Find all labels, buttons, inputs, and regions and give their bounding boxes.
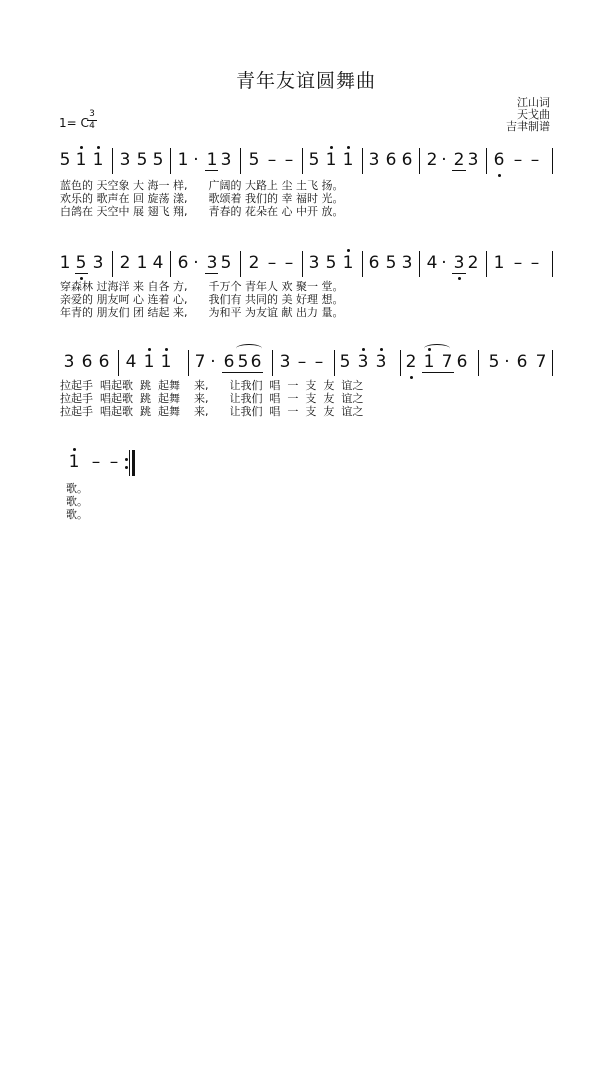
barline bbox=[419, 251, 420, 277]
time-signature-top: 3 bbox=[89, 109, 95, 119]
lyric-line-4-2: 歌。 bbox=[66, 495, 88, 508]
notation-credit: 吉聿制谱 bbox=[506, 120, 550, 133]
note: 6 bbox=[98, 352, 110, 372]
note: 6 bbox=[223, 352, 235, 372]
note: 6 bbox=[177, 253, 189, 273]
note: · bbox=[193, 150, 199, 170]
barline bbox=[170, 251, 171, 277]
key-signature: 1= C bbox=[59, 116, 89, 130]
note: – bbox=[314, 352, 324, 372]
lyricist-credit: 江山词 bbox=[517, 96, 550, 109]
octave-dot-high bbox=[73, 448, 76, 451]
note: 5 bbox=[339, 352, 351, 372]
lyric-line-2-1: 穿森林 过海洋 来 自各 方, 千万个 青年人 欢 聚一 堂。 bbox=[60, 280, 344, 293]
note: 4 bbox=[125, 352, 137, 372]
octave-dot-high bbox=[362, 348, 365, 351]
note: 5 bbox=[237, 352, 249, 372]
note: 2 bbox=[453, 150, 465, 170]
note: 1 bbox=[136, 253, 148, 273]
note: 6 bbox=[81, 352, 93, 372]
note: 6 bbox=[493, 150, 505, 170]
note: 1 bbox=[160, 352, 172, 372]
note: 1 bbox=[325, 150, 337, 170]
note: 3 bbox=[92, 253, 104, 273]
note: 1 bbox=[68, 452, 80, 472]
note: 5 bbox=[59, 150, 71, 170]
note: 1 bbox=[177, 150, 189, 170]
barline bbox=[118, 350, 119, 376]
note: 3 bbox=[357, 352, 369, 372]
octave-dot-high bbox=[97, 146, 100, 149]
note: 3 bbox=[453, 253, 465, 273]
note: · bbox=[210, 352, 216, 372]
barline bbox=[552, 148, 553, 174]
note: – bbox=[284, 253, 294, 273]
note: 3 bbox=[279, 352, 291, 372]
barline bbox=[552, 350, 553, 376]
octave-dot-high bbox=[347, 146, 350, 149]
lyric-line-1-1: 蓝色的 天空象 大 海一 样, 广阔的 大路上 尘 土飞 扬。 bbox=[60, 179, 344, 192]
note: 1 bbox=[75, 150, 87, 170]
note: 3 bbox=[206, 253, 218, 273]
note: – bbox=[267, 253, 277, 273]
note: · bbox=[504, 352, 510, 372]
barline bbox=[486, 148, 487, 174]
barline bbox=[302, 251, 303, 277]
underline bbox=[205, 170, 218, 171]
note: 7 bbox=[441, 352, 453, 372]
note: 5 bbox=[488, 352, 500, 372]
lyric-line-3-2: 拉起手 唱起歌 跳 起舞 来, 让我们 唱 一 支 友 谊之 bbox=[60, 392, 364, 405]
underline bbox=[222, 372, 263, 373]
lyric-line-1-3: 白鸽在 天空中 展 翅飞 翔, 青春的 花朵在 心 中开 放。 bbox=[60, 205, 344, 218]
octave-dot-high bbox=[165, 348, 168, 351]
note: 5 bbox=[325, 253, 337, 273]
lyric-line-3-3: 拉起手 唱起歌 跳 起舞 来, 让我们 唱 一 支 友 谊之 bbox=[60, 405, 364, 418]
note: 2 bbox=[467, 253, 479, 273]
note: 7 bbox=[535, 352, 547, 372]
barline bbox=[112, 251, 113, 277]
underline bbox=[75, 273, 88, 274]
lyric-line-3-1: 拉起手 唱起歌 跳 起舞 来, 让我们 唱 一 支 友 谊之 bbox=[60, 379, 364, 392]
time-signature-bottom: 4 bbox=[89, 121, 95, 131]
lyric-line-2-2: 亲爱的 朋友呵 心 连着 心, 我们有 共同的 美 好理 想。 bbox=[60, 293, 344, 306]
repeat-dot bbox=[125, 466, 128, 469]
note: 6 bbox=[516, 352, 528, 372]
note: · bbox=[193, 253, 199, 273]
lyric-line-2-3: 年青的 朋友们 团 结起 来, 为和平 为友谊 献 出力 量。 bbox=[60, 306, 344, 319]
note: – bbox=[91, 452, 101, 472]
note: 3 bbox=[467, 150, 479, 170]
note: 6 bbox=[250, 352, 262, 372]
lyric-line-4-3: 歌。 bbox=[66, 508, 88, 521]
final-barline-thick bbox=[132, 450, 135, 476]
barline bbox=[419, 148, 420, 174]
barline bbox=[362, 148, 363, 174]
octave-dot-high bbox=[330, 146, 333, 149]
barline bbox=[240, 251, 241, 277]
note: 1 bbox=[342, 253, 354, 273]
note: 6 bbox=[456, 352, 468, 372]
note: 1 bbox=[143, 352, 155, 372]
note: – bbox=[530, 150, 540, 170]
note: 5 bbox=[385, 253, 397, 273]
note: – bbox=[297, 352, 307, 372]
tie-arc bbox=[236, 344, 262, 353]
barline bbox=[188, 350, 189, 376]
note: 6 bbox=[401, 150, 413, 170]
octave-dot-low bbox=[498, 174, 501, 177]
note: 1 bbox=[423, 352, 435, 372]
barline bbox=[362, 251, 363, 277]
note: 5 bbox=[152, 150, 164, 170]
note: 7 bbox=[194, 352, 206, 372]
lyric-line-1-2: 欢乐的 歌声在 回 旋荡 漾, 歌颂着 我们的 幸 福时 光。 bbox=[60, 192, 344, 205]
underline bbox=[205, 273, 218, 274]
barline bbox=[478, 350, 479, 376]
octave-dot-low bbox=[410, 376, 413, 379]
barline bbox=[334, 350, 335, 376]
lyric-line-4-1: 歌。 bbox=[66, 482, 88, 495]
note: – bbox=[109, 452, 119, 472]
note: 3 bbox=[308, 253, 320, 273]
note: – bbox=[513, 150, 523, 170]
note: 3 bbox=[375, 352, 387, 372]
note: 1 bbox=[59, 253, 71, 273]
octave-dot-high bbox=[347, 249, 350, 252]
tie-arc bbox=[424, 344, 450, 353]
note: 5 bbox=[248, 150, 260, 170]
octave-dot-high bbox=[80, 146, 83, 149]
note: · bbox=[441, 150, 447, 170]
barline bbox=[170, 148, 171, 174]
note: – bbox=[284, 150, 294, 170]
note: 3 bbox=[368, 150, 380, 170]
underline bbox=[422, 372, 454, 373]
note: 2 bbox=[405, 352, 417, 372]
note: 1 bbox=[92, 150, 104, 170]
underline bbox=[452, 170, 466, 171]
note: 5 bbox=[308, 150, 320, 170]
song-title: 青年友谊圆舞曲 bbox=[235, 70, 376, 92]
final-barline-thin bbox=[129, 450, 130, 476]
note: 2 bbox=[119, 253, 131, 273]
barline bbox=[486, 251, 487, 277]
barline bbox=[272, 350, 273, 376]
barline bbox=[302, 148, 303, 174]
note: 2 bbox=[426, 150, 438, 170]
note: 3 bbox=[220, 150, 232, 170]
octave-dot-high bbox=[380, 348, 383, 351]
note: – bbox=[267, 150, 277, 170]
octave-dot-low bbox=[458, 277, 461, 280]
note: – bbox=[513, 253, 523, 273]
note: 3 bbox=[401, 253, 413, 273]
note: 1 bbox=[493, 253, 505, 273]
note: 4 bbox=[426, 253, 438, 273]
barline bbox=[552, 251, 553, 277]
barline bbox=[240, 148, 241, 174]
note: 5 bbox=[75, 253, 87, 273]
barline bbox=[400, 350, 401, 376]
note: 5 bbox=[220, 253, 232, 273]
score-system-4 bbox=[0, 450, 612, 490]
note: 1 bbox=[206, 150, 218, 170]
time-signature bbox=[87, 110, 97, 131]
note: 3 bbox=[63, 352, 75, 372]
note: 1 bbox=[342, 150, 354, 170]
note: 6 bbox=[385, 150, 397, 170]
octave-dot-high bbox=[148, 348, 151, 351]
underline bbox=[452, 273, 466, 274]
note: 5 bbox=[136, 150, 148, 170]
note: · bbox=[441, 253, 447, 273]
note: 4 bbox=[152, 253, 164, 273]
composer-credit: 天戈曲 bbox=[517, 108, 550, 121]
barline bbox=[112, 148, 113, 174]
note: 3 bbox=[119, 150, 131, 170]
note: 6 bbox=[368, 253, 380, 273]
note: 2 bbox=[248, 253, 260, 273]
repeat-dot bbox=[125, 458, 128, 461]
note: – bbox=[530, 253, 540, 273]
